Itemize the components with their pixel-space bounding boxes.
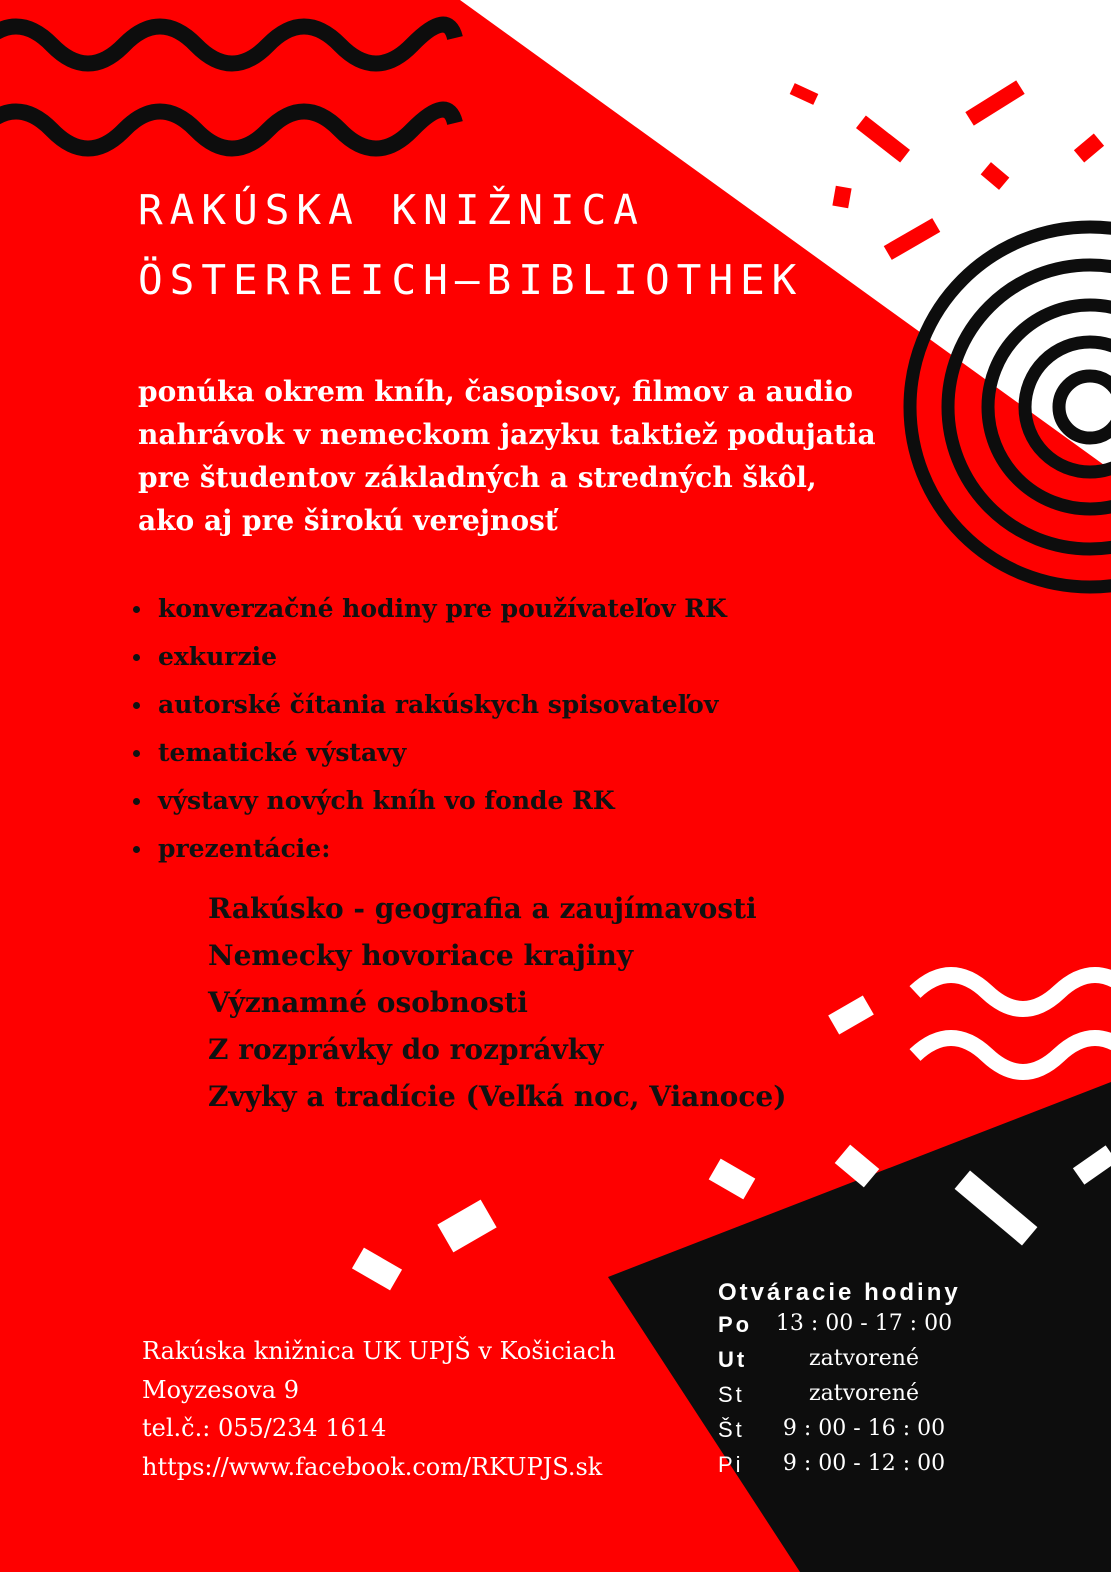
facebook-link[interactable]: https://www.facebook.com/RKUPJS.sk bbox=[142, 1452, 603, 1481]
presentation-item: Významné osobnosti bbox=[208, 986, 528, 1019]
intro-line: ponúka okrem kníh, časopisov, filmov a audio bbox=[138, 375, 853, 408]
presentation-item: Z rozprávky do rozprávky bbox=[208, 1033, 604, 1066]
presentations-list bbox=[208, 885, 786, 1120]
presentation-item: Zvyky a tradície (Veľká noc, Vianoce) bbox=[208, 1080, 787, 1113]
hours-day: Po bbox=[718, 1312, 753, 1337]
hours-row bbox=[718, 1380, 978, 1415]
title-line-1: RAKÚSKA KNIŽNICA bbox=[138, 186, 645, 234]
library-name: Rakúska knižnica UK UPJŠ v Košiciach bbox=[142, 1337, 616, 1365]
hours-day: Ut bbox=[718, 1347, 748, 1372]
event-item: konverzačné hodiny pre používateľov RK bbox=[125, 585, 727, 633]
event-item: autorské čítania rakúskych spisovateľov bbox=[125, 681, 727, 729]
hours-row bbox=[718, 1345, 978, 1380]
hours-day: Pi bbox=[718, 1452, 744, 1477]
event-item: tematické výstavy bbox=[125, 729, 727, 777]
events-list bbox=[125, 585, 727, 873]
hours-time: 9 : 00 - 16 : 00 bbox=[782, 1416, 946, 1441]
intro-line: pre študentov základných a stredných škôl, bbox=[138, 461, 817, 494]
opening-hours-title: Otváracie hodiny bbox=[718, 1279, 961, 1306]
hours-day: Št bbox=[718, 1417, 745, 1442]
intro-line: ako aj pre širokú verejnosť bbox=[138, 504, 558, 537]
presentation-item: Nemecky hovoriace krajiny bbox=[208, 939, 634, 972]
event-item: výstavy nových kníh vo fonde RK bbox=[125, 777, 727, 825]
event-item: exkurzie bbox=[125, 633, 727, 681]
hours-time: 13 : 00 - 17 : 00 bbox=[775, 1311, 953, 1336]
hours-time: 9 : 00 - 12 : 00 bbox=[782, 1451, 946, 1476]
street-address: Moyzesova 9 bbox=[142, 1375, 299, 1404]
hours-day: St bbox=[718, 1382, 745, 1407]
hours-time: zatvorené bbox=[809, 1381, 919, 1406]
hours-row bbox=[718, 1450, 978, 1485]
hours-row bbox=[718, 1310, 978, 1345]
contact-block bbox=[142, 1332, 616, 1486]
event-item: prezentácie: bbox=[125, 825, 727, 873]
title-line-2: ÖSTERREICH–BIBLIOTHEK bbox=[138, 256, 804, 304]
intro-line: nahrávok v nemeckom jazyku taktiež podujatia bbox=[138, 418, 876, 451]
phone-number: tel.č.: 055/234 1614 bbox=[142, 1414, 387, 1442]
opening-hours bbox=[718, 1279, 978, 1485]
intro-paragraph bbox=[138, 370, 898, 542]
hours-row bbox=[718, 1415, 978, 1450]
presentation-item: Rakúsko - geografia a zaujímavosti bbox=[208, 892, 757, 925]
hours-time: zatvorené bbox=[809, 1346, 919, 1371]
